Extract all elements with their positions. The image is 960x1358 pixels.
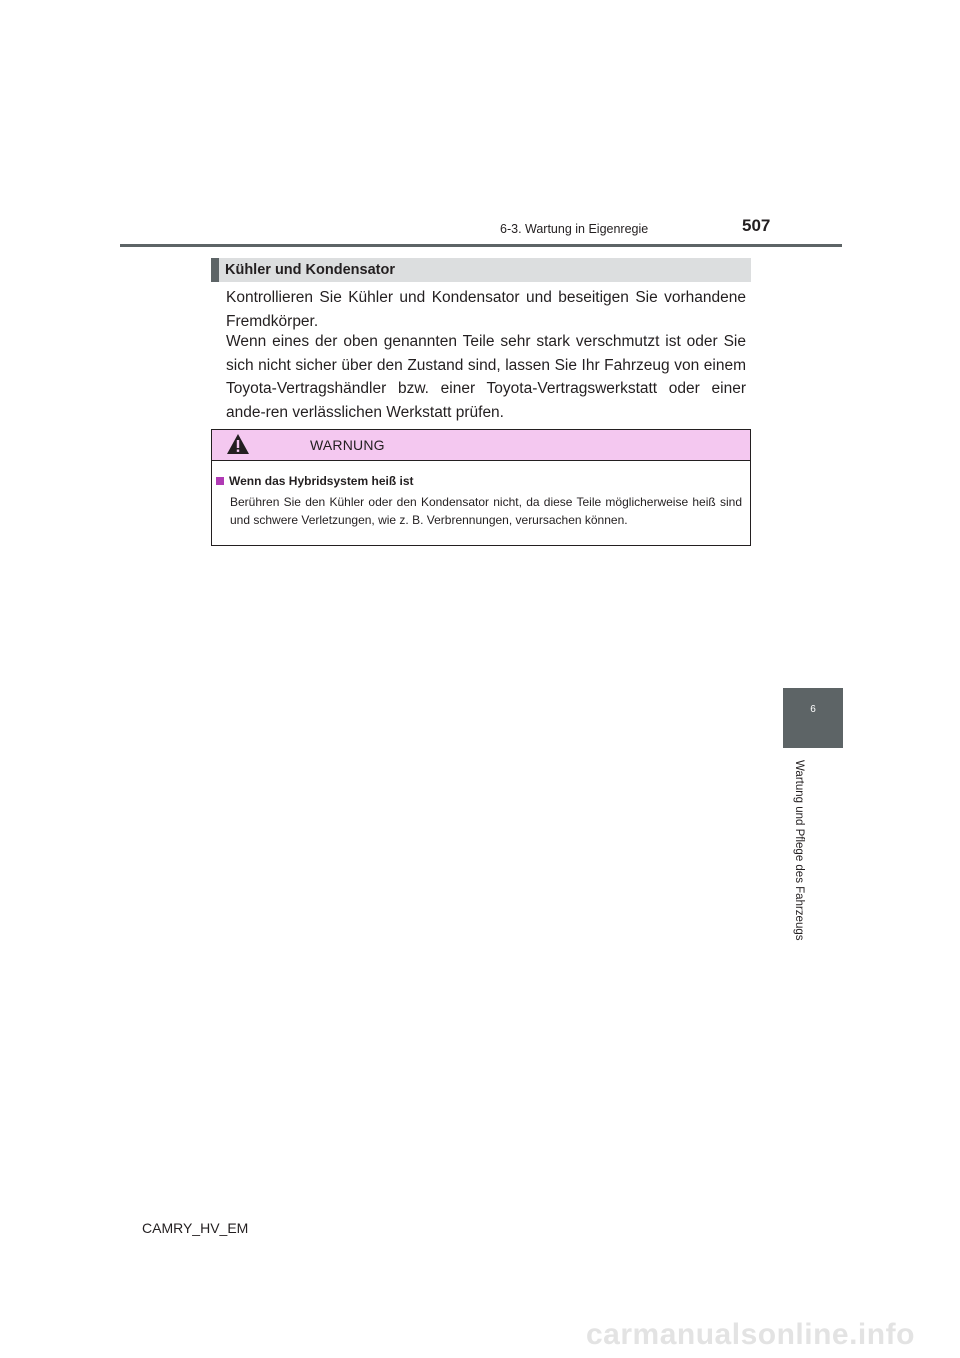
section-title: Kühler und Kondensator [225,262,395,278]
section-heading-bar [211,258,751,282]
page-number: 507 [742,216,771,235]
body-paragraph-2: Wenn eines der oben genannten Teile sehr stark verschmutzt ist oder Sie sich nicht sicher über den Zustand sind, lassen Sie Ihr Fahrzeug von einem Toyota-Vertragshändler bzw. einer Toyota-Vertragswerkstatt oder einer ande-ren verlässlichen Werkstatt prüfen. [226,333,746,421]
chapter-number: 6 [810,704,816,715]
header-divider [120,244,842,247]
warning-item-title: Wenn das Hybridsystem heiß ist [229,474,414,488]
section-heading-accent [211,258,219,282]
warning-box [211,429,751,546]
warning-triangle-icon [226,433,250,455]
chapter-tab [783,688,843,748]
body-paragraph-1: Kontrollieren Sie Kühler und Kondensator und beseitigen Sie vorhandene Fremdkörper. [226,289,746,330]
warning-item-heading [216,474,414,488]
bullet-square-icon [216,477,224,485]
watermark: carmanualsonline.info [586,1318,915,1351]
warning-item-text: Berühren Sie den Kühler oder den Kondensator nicht, da diese Teile möglicherweise heiß sind und schwere Verletzungen, wie z. B. Verbrennungen, verursachen können. [230,495,742,527]
warning-title: WARNUNG [310,437,385,453]
model-code: CAMRY_HV_EM [142,1220,249,1236]
warning-header [212,430,750,461]
chapter-title-vertical: Wartung und Pflege des Fahrzeugs [793,760,805,941]
header-section-title: 6-3. Wartung in Eigenregie [500,222,649,236]
